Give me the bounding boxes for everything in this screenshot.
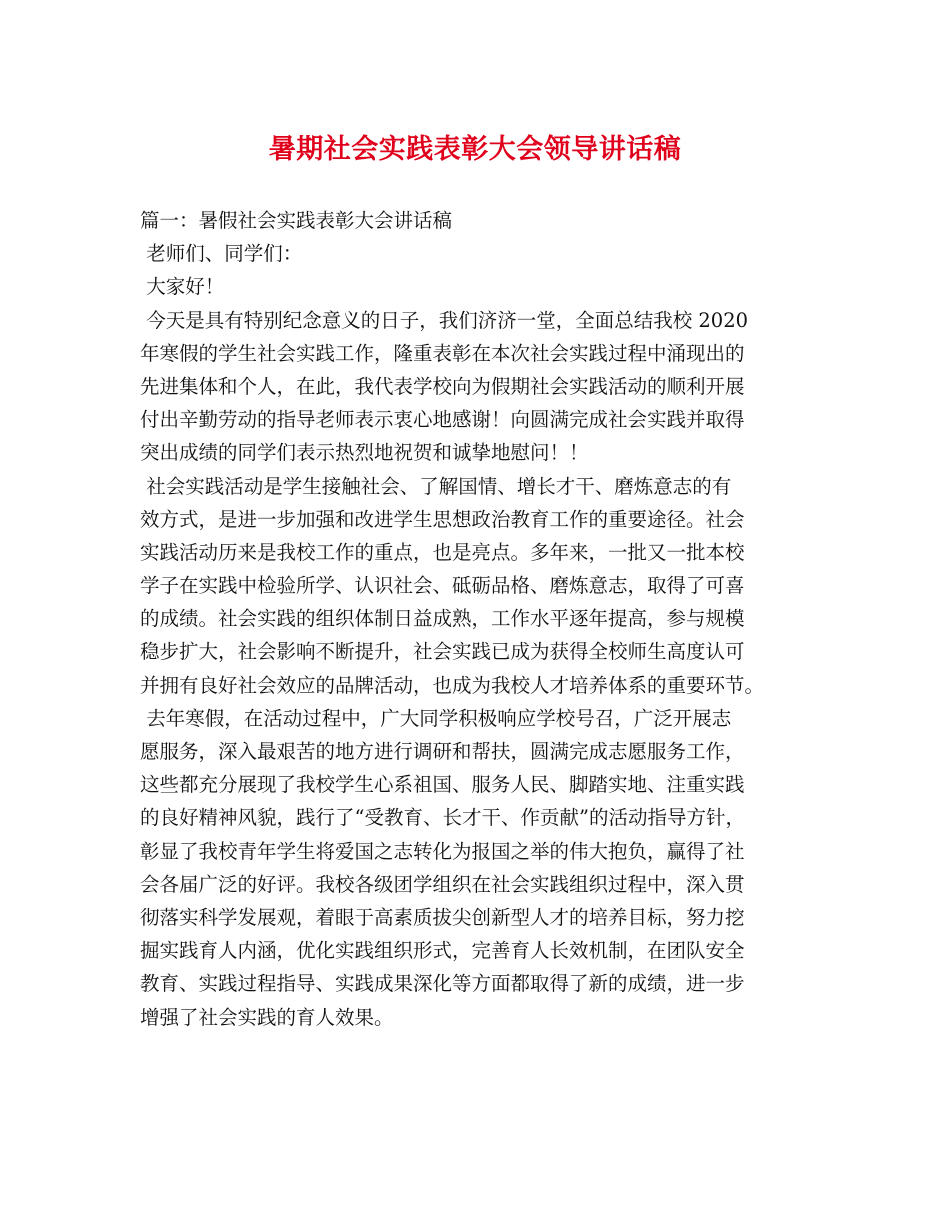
body-line: 效方式，是进一步加强和改进学生思想政治教育工作的重要途径。社会	[140, 507, 745, 531]
body-line: 先进集体和个人，在此，我代表学校向为假期社会实践活动的顺利开展	[140, 374, 745, 398]
body-line: 老师们、同学们：	[140, 242, 303, 266]
body-line: 篇一：暑假社会实践表彰大会讲话稿	[140, 209, 453, 232]
body-line: 年寒假的学生社会实践工作，隆重表彰在本次社会实践过程中涌现出的	[140, 341, 745, 365]
body-line: 会各届广泛的好评。我校各级团学组织在社会实践组织过程中，深入贯	[140, 872, 745, 896]
body-line: 大家好！	[140, 275, 225, 299]
body-line: 突出成绩的同学们表示热烈地祝贺和诚挚地慰问！！	[140, 441, 589, 465]
body-line: 的成绩。社会实践的组织体制日益成熟，工作水平逐年提高，参与规模	[140, 607, 745, 631]
body-line: 彻落实科学发展观，着眼于高素质拔尖创新型人才的培养目标，努力挖	[140, 905, 745, 929]
body-line: 实践活动历来是我校工作的重点，也是亮点。多年来，一批又一批本校	[140, 540, 745, 564]
body-line: 去年寒假，在活动过程中，广大同学积极响应学校号召，广泛开展志	[140, 706, 732, 730]
body-line: 学子在实践中检验所学、认识社会、砥砺品格、磨炼意志，取得了可喜	[140, 574, 745, 598]
body-line: 愿服务，深入最艰苦的地方进行调研和帮扶，圆满完成志愿服务工作，	[140, 740, 745, 763]
document-title: 暑期社会实践表彰大会领导讲话稿	[268, 134, 682, 165]
body-line: 付出辛勤劳动的指导老师表示衷心地感谢！向圆满完成社会实践并取得	[140, 408, 745, 432]
body-line: 这些都充分展现了我校学生心系祖国、服务人民、脚踏实地、注重实践	[140, 773, 745, 797]
body-line: 教育、实践过程指导、实践成果深化等方面都取得了新的成绩，进一步	[140, 972, 745, 996]
body-line: 的良好精神风貌，践行了“受教育、长才干、作贡献”的活动指导方针，	[140, 806, 745, 830]
body-line: 掘实践育人内涵，优化实践组织形式，完善育人长效机制，在团队安全	[140, 939, 745, 963]
body-line: 增强了社会实践的育人效果。	[140, 1005, 394, 1029]
body-line: 社会实践活动是学生接触社会、了解国情、增长才干、磨炼意志的有	[140, 474, 732, 498]
body-line: 并拥有良好社会效应的品牌活动，也成为我校人才培养体系的重要环节。	[140, 673, 765, 697]
document-body	[140, 204, 812, 1034]
body-line: 稳步扩大，社会影响不断提升，社会实践已成为获得全校师生高度认可	[140, 640, 745, 664]
body-line: 今天是具有特别纪念意义的日子，我们济济一堂，全面总结我校 2020	[140, 308, 749, 332]
body-line: 彰显了我校青年学生将爱国之志转化为报国之举的伟大抱负，赢得了社	[140, 839, 745, 863]
